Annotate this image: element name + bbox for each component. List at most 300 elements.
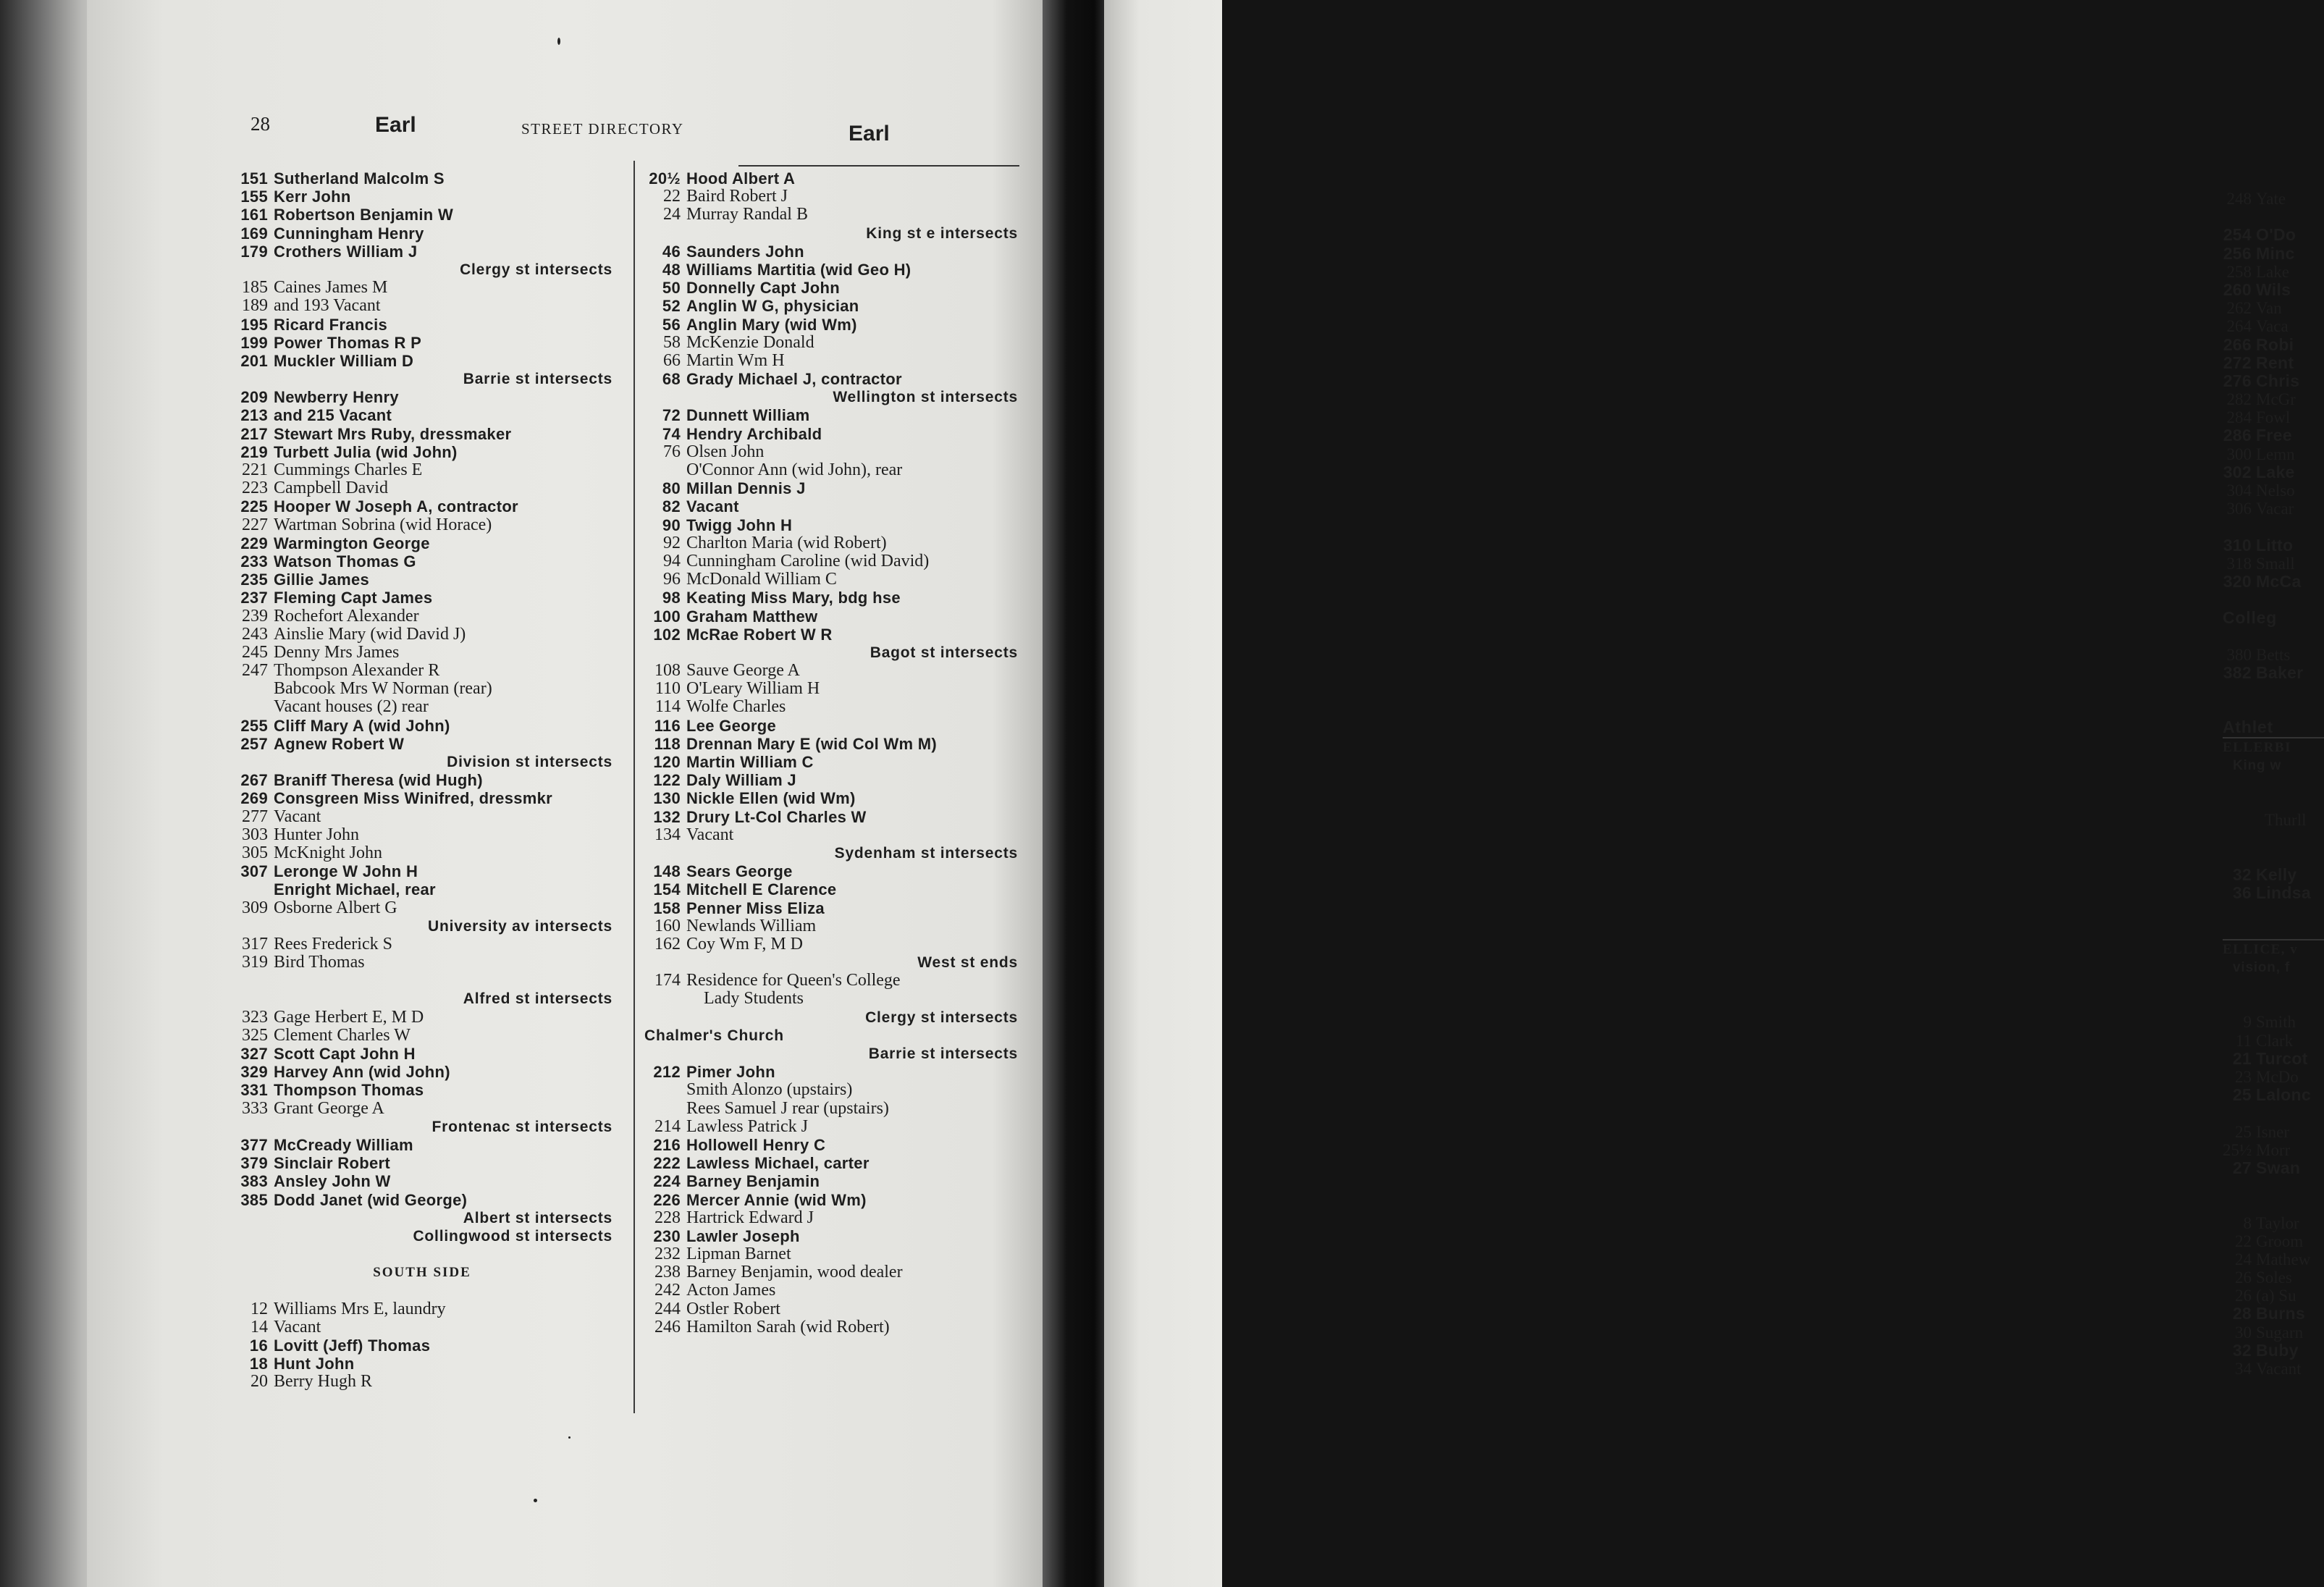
- resident-name: Cliff Mary A (wid John): [274, 716, 450, 735]
- resident-name: Berry Hugh R: [274, 1372, 372, 1392]
- house-number: 385: [240, 1190, 268, 1209]
- directory-entry: [232, 589, 615, 607]
- resident-name: Keating Miss Mary, bdg hse: [686, 589, 901, 607]
- resident-name: Fleming Capt James: [274, 589, 433, 607]
- house-number: 22: [2235, 1232, 2252, 1250]
- house-number: 32: [2232, 864, 2252, 884]
- print-speck: [557, 38, 560, 45]
- resident-name: Muckler William D: [274, 351, 414, 370]
- resident-name: Vacant: [274, 1317, 321, 1336]
- house-number: 52: [662, 297, 681, 316]
- street-heading-desc: King w: [2233, 757, 2282, 773]
- resident-name: Braniff Theresa (wid Hugh): [274, 771, 483, 790]
- resident-name: Lawless Michael, carter: [686, 1154, 870, 1173]
- house-number: 228: [654, 1208, 681, 1227]
- directory-entry: [644, 626, 1021, 644]
- resident-name: Leronge W John H: [274, 862, 418, 881]
- resident-name: McDonald William C: [686, 570, 837, 589]
- street-intersection: Athlet: [2223, 717, 2273, 737]
- house-number: 226: [653, 1190, 681, 1209]
- directory-entry: [232, 297, 615, 315]
- house-number: 148: [653, 862, 681, 881]
- resident-name: Lake: [2256, 462, 2295, 481]
- house-number: 284: [2226, 408, 2252, 427]
- resident-name: Wartman Sobrina (wid Horace): [274, 515, 492, 534]
- directory-entry: [644, 935, 1021, 954]
- directory-entry: [644, 1136, 1021, 1154]
- street-intersection: Albert st intersects: [463, 1209, 612, 1226]
- directory-entry: [2223, 372, 2324, 390]
- resident-name: Drennan Mary E (wid Col Wm M): [686, 734, 938, 753]
- house-number: 46: [662, 242, 681, 261]
- resident-name: Isner: [2256, 1122, 2289, 1141]
- street-heading: ELLERBI: [2223, 737, 2324, 757]
- house-number: 174: [654, 971, 681, 990]
- resident-name: Vacant: [274, 807, 321, 826]
- resident-name: and 215 Vacant: [274, 406, 392, 425]
- house-number: 162: [654, 934, 681, 954]
- directory-entry: [2223, 1342, 2324, 1360]
- street-intersection: Colleg: [2223, 608, 2278, 628]
- directory-entry: [232, 1300, 615, 1318]
- house-number: 323: [242, 1007, 268, 1027]
- resident-name: Agnew Robert W: [274, 734, 405, 753]
- directory-entry: [2223, 573, 2324, 591]
- directory-entry: [2223, 1305, 2324, 1323]
- directory-entry: [232, 425, 615, 443]
- spacer: [2223, 1195, 2324, 1213]
- resident-name: Robertson Benjamin W: [274, 206, 454, 224]
- directory-entry: [232, 352, 615, 370]
- house-number: 382: [2223, 662, 2252, 682]
- house-number: 258: [2226, 262, 2252, 281]
- resident-name: Litto: [2256, 535, 2294, 555]
- resident-name: Wils: [2256, 279, 2291, 299]
- resident-name: Smith: [2256, 1013, 2296, 1032]
- resident-name: Ostler Robert: [686, 1299, 780, 1318]
- street-intersection: University av intersects: [428, 917, 612, 935]
- directory-entry: [232, 334, 615, 352]
- directory-entry: [232, 1373, 615, 1391]
- directory-entry: [2223, 500, 2324, 518]
- resident-name: Ansley John W: [274, 1172, 391, 1191]
- resident-name: Cunningham Henry: [274, 224, 424, 243]
- house-number: 154: [653, 880, 681, 899]
- resident-name: Buby: [2256, 1340, 2299, 1360]
- spacer: [2223, 921, 2324, 939]
- resident-name: Campbell David: [274, 479, 388, 498]
- directory-entry: [644, 516, 1021, 534]
- street-intersection: Division st intersects: [447, 754, 612, 770]
- resident-name: Bird Thomas: [274, 953, 365, 972]
- directory-entry: [2223, 884, 2324, 902]
- directory-entry: [232, 808, 615, 826]
- street-intersection: King st e intersects: [866, 224, 1018, 242]
- directory-entry-continued: [644, 1100, 1021, 1118]
- resident-name: Lalonc: [2256, 1085, 2311, 1105]
- directory-entry-continued: [232, 880, 615, 898]
- house-number: 276: [2223, 371, 2252, 390]
- directory-entry: [2223, 299, 2324, 317]
- directory-entry: [232, 844, 615, 862]
- directory-entry: [644, 297, 1021, 315]
- directory-entry: [644, 826, 1021, 844]
- resident-name: Robi: [2256, 334, 2294, 354]
- directory-entry: [644, 789, 1021, 807]
- house-number: 94: [663, 551, 681, 571]
- house-number: 272: [2223, 353, 2252, 372]
- house-number: 24: [663, 205, 681, 224]
- right-column: [2223, 190, 2324, 1378]
- directory-entry: [644, 370, 1021, 388]
- house-number: 34: [2235, 1360, 2252, 1378]
- house-number: 14: [250, 1317, 268, 1336]
- directory-entry: [644, 443, 1021, 461]
- directory-entry: [644, 334, 1021, 352]
- house-number: 169: [240, 224, 268, 243]
- directory-entry: [2223, 245, 2324, 263]
- directory-entry: [644, 1154, 1021, 1172]
- street-intersection: Clergy st intersects: [460, 261, 612, 278]
- resident-name: Lovitt (Jeff) Thomas: [274, 1336, 431, 1355]
- spacer: [2223, 793, 2324, 811]
- directory-entry: [232, 1336, 615, 1355]
- resident-name: Mathew: [2256, 1250, 2311, 1268]
- page-number: 28: [250, 113, 270, 135]
- directory-entry: [232, 1172, 615, 1190]
- house-number: 214: [654, 1116, 681, 1136]
- directory-entry: [644, 261, 1021, 279]
- resident-name: Baird Robert J: [686, 187, 788, 206]
- resident-name: Newberry Henry: [274, 388, 399, 407]
- house-number: 16: [249, 1336, 268, 1355]
- house-number: 120: [653, 753, 681, 771]
- resident-name: Lipman Barnet: [686, 1245, 791, 1264]
- resident-name: Stewart Mrs Ruby, dressmaker: [274, 424, 512, 443]
- resident-name: Osborne Albert G: [274, 898, 397, 917]
- house-number: 310: [2223, 535, 2252, 555]
- directory-entry: [2223, 1268, 2324, 1287]
- spacer: [2223, 775, 2324, 793]
- directory-entry: [644, 1263, 1021, 1281]
- directory-entry: [232, 1355, 615, 1373]
- spacer: [2223, 700, 2324, 718]
- directory-entry: [232, 899, 615, 917]
- directory-entry: [644, 352, 1021, 370]
- house-number: 9: [2243, 1013, 2252, 1032]
- directory-entry: [644, 571, 1021, 589]
- spacer: [2223, 208, 2324, 226]
- directory-entry: [644, 1300, 1021, 1318]
- spacer: [232, 1245, 615, 1263]
- resident-name: Williams Mrs E, laundry: [274, 1299, 446, 1318]
- house-number: 238: [654, 1263, 681, 1282]
- header-title: STREET DIRECTORY: [521, 120, 684, 138]
- directory-entry: [644, 1172, 1021, 1190]
- directory-entry: [644, 552, 1021, 571]
- resident-name: McKnight John: [274, 843, 382, 862]
- house-number: 18: [249, 1355, 268, 1373]
- directory-entry: [644, 497, 1021, 515]
- house-number: 269: [240, 789, 268, 808]
- house-number: 98: [662, 589, 681, 607]
- directory-entry: [644, 680, 1021, 698]
- resident-name: Olsen John: [686, 442, 765, 461]
- resident-name: Power Thomas R P: [274, 333, 422, 352]
- spacer: [232, 972, 615, 990]
- resident-name: Morr: [2256, 1140, 2291, 1159]
- house-number: 233: [240, 552, 268, 571]
- header-street-left: Earl: [375, 113, 416, 137]
- house-number: 114: [654, 697, 681, 717]
- spacer: [2223, 848, 2324, 866]
- directory-entry: [644, 206, 1021, 224]
- directory-entry: [2223, 1287, 2324, 1305]
- house-number: 377: [240, 1135, 268, 1154]
- house-number: 219: [240, 442, 268, 461]
- resident-name: Hooper W Joseph A, contractor: [274, 497, 518, 516]
- directory-entry-continued: [644, 1081, 1021, 1099]
- resident-name: Free: [2256, 426, 2292, 445]
- resident-name: Hunter John: [274, 825, 359, 844]
- resident-name: Donnelly Capt John: [686, 279, 840, 298]
- resident-name: Vacant: [686, 825, 734, 844]
- directory-entry: [644, 771, 1021, 789]
- street-heading: ELLICE, v: [2223, 939, 2324, 959]
- directory-entry: [232, 188, 615, 206]
- spacer: [2223, 977, 2324, 995]
- street-intersection: Wellington st intersects: [833, 389, 1018, 406]
- resident-name: Taylor: [2256, 1213, 2299, 1232]
- directory-entry: [2223, 646, 2324, 664]
- resident-name: Millan Dennis J: [686, 479, 806, 498]
- house-number: 225: [240, 497, 268, 516]
- house-number: 300: [2226, 445, 2252, 463]
- house-number: 247: [242, 661, 268, 681]
- directory-entry: [232, 279, 615, 297]
- resident-name: Ricard Francis: [274, 315, 388, 334]
- resident-name: Fowl: [2256, 408, 2291, 427]
- directory-entry: [644, 1281, 1021, 1300]
- directory-entry: [2223, 281, 2324, 299]
- directory-entry: [2223, 463, 2324, 481]
- directory-entry: [2223, 263, 2324, 281]
- resident-name: Murray Randal B: [686, 205, 808, 224]
- directory-entry: [232, 662, 615, 680]
- directory-entry: [644, 1227, 1021, 1245]
- resident-name: Cunningham Caroline (wid David): [686, 551, 930, 571]
- house-number: 237: [240, 589, 268, 607]
- house-number: 304: [2226, 481, 2252, 500]
- directory-entry: [232, 1045, 615, 1063]
- spacer: [2223, 518, 2324, 536]
- resident-name: Yate: [2256, 190, 2286, 208]
- resident-name: Graham Matthew: [686, 607, 818, 626]
- header-street-right: Earl: [849, 122, 890, 146]
- resident-name: Caines James M: [274, 278, 388, 298]
- resident-name: Warmington George: [274, 534, 430, 552]
- resident-name: Martin Wm H: [686, 350, 785, 370]
- street-intersection: West st ends: [917, 954, 1018, 972]
- resident-name: Babcook Mrs W Norman (rear): [274, 679, 492, 699]
- directory-entry: [644, 1318, 1021, 1336]
- house-number: 72: [662, 406, 681, 425]
- directory-entry: [2223, 866, 2324, 884]
- house-number: 383: [240, 1172, 268, 1191]
- house-number: 254: [2223, 225, 2252, 245]
- house-number: 320: [2223, 571, 2252, 591]
- house-number: 158: [653, 898, 681, 917]
- directory-entry: [644, 169, 1021, 188]
- house-number: 248: [2226, 190, 2252, 208]
- resident-name: Vaca: [2256, 317, 2289, 336]
- house-number: 23: [2235, 1068, 2252, 1086]
- resident-name: Hood Albert A: [686, 169, 796, 188]
- resident-name: Mitchell E Clarence: [686, 880, 837, 899]
- resident-name: Watson Thomas G: [274, 552, 416, 571]
- directory-entry: [232, 461, 615, 479]
- resident-name: Vacant: [2256, 1360, 2302, 1378]
- house-number: 102: [653, 625, 681, 644]
- house-number: 256: [2223, 243, 2252, 263]
- house-number: 25: [2235, 1122, 2252, 1141]
- house-number: 257: [240, 734, 268, 753]
- resident-name: Nickle Ellen (wid Wm): [686, 789, 856, 808]
- house-number: 212: [653, 1063, 681, 1082]
- spacer: [2223, 830, 2324, 848]
- house-number: 379: [240, 1154, 268, 1173]
- house-number: 58: [663, 332, 681, 352]
- directory-entry: [232, 169, 615, 188]
- directory-entry: [644, 662, 1021, 680]
- directory-entry: [232, 443, 615, 461]
- directory-entry: [2223, 1360, 2324, 1378]
- house-number: 307: [240, 862, 268, 881]
- directory-entry: [644, 880, 1021, 898]
- house-number: 68: [662, 370, 681, 389]
- directory-entry: [644, 243, 1021, 261]
- house-number: 255: [240, 716, 268, 735]
- house-number: 232: [654, 1245, 681, 1264]
- directory-entry: [232, 954, 615, 972]
- house-number: 245: [242, 642, 268, 662]
- resident-name: Anglin W G, physician: [686, 297, 859, 316]
- house-number: 118: [654, 734, 681, 753]
- street-intersection: Alfred st intersects: [463, 990, 612, 1008]
- house-number: 21: [2232, 1048, 2252, 1068]
- house-number: 20½: [649, 169, 681, 188]
- street-intersection: Barrie st intersects: [463, 371, 612, 388]
- resident-name: Grant George A: [274, 1098, 384, 1118]
- directory-entry: [232, 552, 615, 571]
- resident-name: Hartrick Edward J: [686, 1208, 814, 1227]
- directory-entry: [232, 516, 615, 534]
- directory-entry: [2223, 190, 2324, 208]
- house-number: 155: [240, 188, 268, 206]
- directory-entry: [644, 425, 1021, 443]
- house-number: 8: [2243, 1213, 2252, 1232]
- house-number: 28: [2232, 1304, 2252, 1323]
- house-number: 235: [240, 571, 268, 589]
- house-number: 24: [2235, 1250, 2252, 1268]
- house-number: 20: [250, 1372, 268, 1392]
- directory-entry: [2223, 226, 2324, 244]
- resident-name: McDo: [2256, 1068, 2299, 1086]
- directory-entry: [232, 497, 615, 515]
- directory-entry: [644, 735, 1021, 753]
- resident-name: Van: [2256, 299, 2282, 318]
- house-number: 380: [2226, 645, 2252, 664]
- directory-entry: [2223, 426, 2324, 445]
- house-number: 161: [240, 206, 268, 224]
- resident-name: Penner Miss Eliza: [686, 898, 825, 917]
- resident-name: Sauve George A: [686, 661, 800, 681]
- resident-name: Sutherland Malcolm S: [274, 169, 445, 188]
- house-number: 151: [240, 169, 268, 188]
- house-number: 209: [240, 388, 268, 407]
- house-number: 82: [662, 497, 681, 516]
- house-number: 302: [2223, 462, 2252, 481]
- resident-name: Cummings Charles E: [274, 460, 423, 479]
- resident-name: Thurll: [2265, 811, 2307, 830]
- resident-name: Rees Frederick S: [274, 934, 392, 954]
- directory-entry: [232, 607, 615, 626]
- resident-name: Wolfe Charles: [686, 697, 786, 717]
- resident-name: Kerr John: [274, 188, 351, 206]
- house-number: 26: [2235, 1268, 2252, 1287]
- resident-name: McCready William: [274, 1135, 413, 1154]
- house-number: 327: [240, 1045, 268, 1063]
- house-number: 195: [240, 315, 268, 334]
- directory-entry: [644, 862, 1021, 880]
- directory-entry: [232, 735, 615, 753]
- resident-name: McCa: [2256, 571, 2302, 591]
- resident-name: Gillie James: [274, 571, 370, 589]
- resident-name: Sinclair Robert: [274, 1154, 390, 1173]
- directory-entry: [644, 808, 1021, 826]
- directory-entry: [644, 1063, 1021, 1081]
- spacer: [2223, 1104, 2324, 1122]
- directory-entry: [232, 862, 615, 880]
- resident-name: Clement Charles W: [274, 1025, 411, 1045]
- resident-name: Chris: [2256, 371, 2300, 390]
- resident-name: Rees Samuel J rear (upstairs): [686, 1098, 889, 1118]
- house-number: 260: [2223, 279, 2252, 299]
- house-number: 130: [653, 789, 681, 808]
- directory-entry: [644, 406, 1021, 424]
- directory-entry: [232, 1009, 615, 1027]
- house-number: 92: [663, 533, 681, 552]
- house-number: 221: [242, 460, 268, 479]
- street-intersection: Barrie st intersects: [868, 1045, 1018, 1062]
- resident-name: Hollowell Henry C: [686, 1135, 826, 1154]
- resident-name: Drury Lt-Col Charles W: [686, 807, 867, 826]
- directory-entry: [232, 717, 615, 735]
- directory-entry: [232, 644, 615, 662]
- resident-name: Turcot: [2256, 1048, 2308, 1068]
- directory-entry: [2223, 445, 2324, 463]
- resident-name: Thompson Thomas: [274, 1081, 424, 1100]
- directory-entry: [2223, 1068, 2324, 1086]
- resident-name: Charlton Maria (wid Robert): [686, 533, 887, 552]
- house-number: 216: [653, 1135, 681, 1154]
- resident-name: Lemn: [2256, 445, 2295, 463]
- house-number: 100: [653, 607, 681, 626]
- directory-entry: [232, 626, 615, 644]
- house-number: 325: [242, 1025, 268, 1045]
- resident-name: Clark: [2256, 1031, 2294, 1050]
- directory-entry: [644, 279, 1021, 297]
